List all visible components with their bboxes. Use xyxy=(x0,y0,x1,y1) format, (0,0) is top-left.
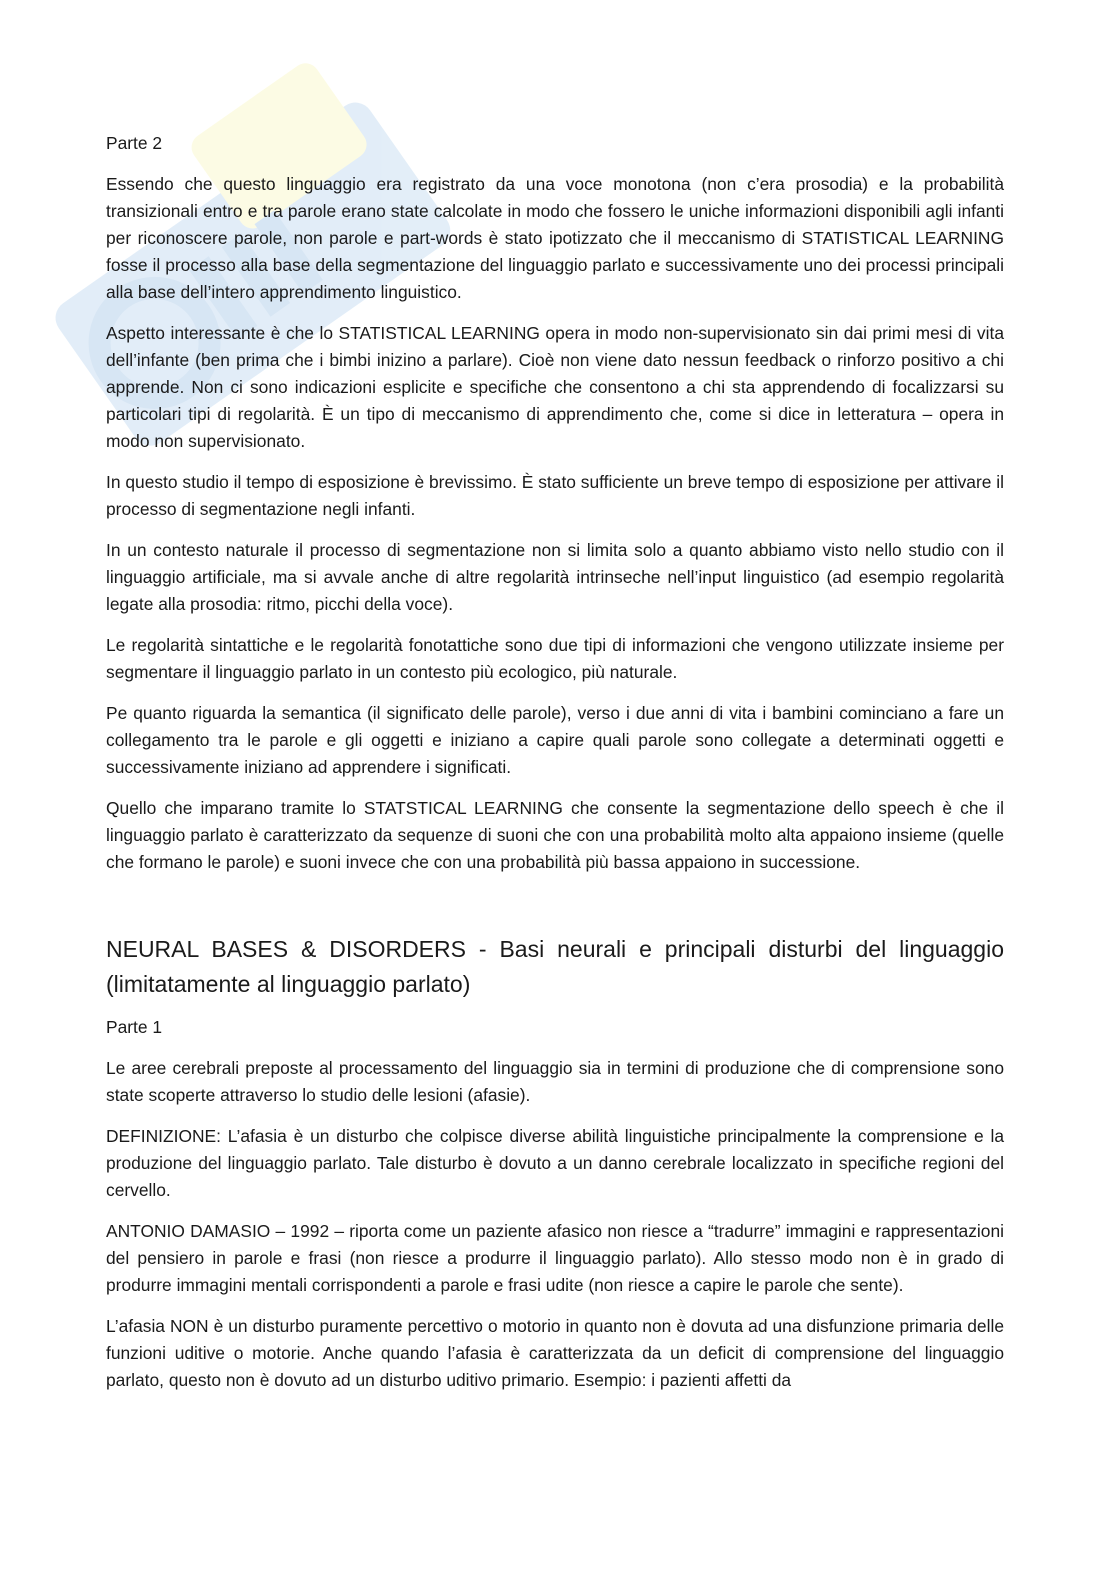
paragraph: DEFINIZIONE: L’afasia è un disturbo che colpisce diverse abilità linguistiche principalmente la comprensione e la produzione del linguaggio parlato. Tale disturbo è dovuto a un danno cerebrale localizzato in specifiche regioni del cervello. xyxy=(106,1126,1004,1200)
paragraph: Le aree cerebrali preposte al processamento del linguaggio sia in termini di produzione che di comprensione sono state scoperte attraverso lo studio delle lesioni (afasie). xyxy=(106,1058,1004,1105)
section-part-label: Parte 1 xyxy=(106,1017,163,1037)
paragraph: L’afasia NON è un disturbo puramente percettivo o motorio in quanto non è dovuta ad una disfunzione primaria delle funzioni uditive o motorie. Anche quando l’afasia è caratterizzata da un deficit di comprensione del linguaggio parlato, questo non è dovuto ad un disturbo uditivo primario. Esempio: i pazienti affetti da xyxy=(106,1316,1004,1390)
paragraph: Aspetto interessante è che lo STATISTICAL LEARNING opera in modo non-supervisionato sin dai primi mesi di vita dell’infante (ben prima che i bimbi inizino a parlare). Cioè non viene dato nessun feedback o rinforzo positivo a chi apprende. Non ci sono indicazioni esplicite e specifiche che consentono a chi sta apprendendo di focalizzarsi su particolari tipi di regolarità. È un tipo di meccanismo di apprendimento che, come si dice in letteratura – opera in modo non supervisionato. xyxy=(106,323,1004,451)
section-heading: NEURAL BASES & DISORDERS - Basi neurali e principali disturbi del linguaggio (limitatamente al linguaggio parlato) xyxy=(106,936,1004,997)
paragraph: Le regolarità sintattiche e le regolarità fonotattiche sono due tipi di informazioni che vengono utilizzate insieme per segmentare il linguaggio parlato in un contesto più ecologico, più naturale. xyxy=(106,635,1004,682)
section-part-label: Parte 2 xyxy=(106,133,163,153)
paragraph: Quello che imparano tramite lo STATSTICAL LEARNING che consente la segmentazione dello speech è che il linguaggio parlato è caratterizzato da sequenze di suoni che con una probabilità molto alta appaiono insieme (quelle che formano le parole) e suoni invece che con una probabilità più bassa appaiono in successione. xyxy=(106,798,1004,872)
paragraph: ANTONIO DAMASIO – 1992 – riporta come un paziente afasico non riesce a “tradurre” immagini e rappresentazioni del pensiero in parole e frasi (non riesce a produrre il linguaggio parlato). Allo stesso modo non è in grado di produrre immagini mentali corrispondenti a parole e frasi udite (non riesce a capire le parole che sente). xyxy=(106,1221,1004,1295)
paragraph: Pe quanto riguarda la semantica (il significato delle parole), verso i due anni di vita i bambini cominciano a fare un collegamento tra le parole e gli oggetti e iniziano a capire quali parole sono collegate a determinati oggetti e successivamente iniziano ad apprendere i significati. xyxy=(106,703,1004,777)
document-page xyxy=(106,130,1004,1408)
paragraph: In questo studio il tempo di esposizione è brevissimo. È stato sufficiente un breve tempo di esposizione per attivare il processo di segmentazione negli infanti. xyxy=(106,472,1004,519)
paragraph: In un contesto naturale il processo di segmentazione non si limita solo a quanto abbiamo visto nello studio con il linguaggio artificiale, ma si avvale anche di altre regolarità intrinseche nell’input linguistico (ad esempio regolarità legate alla prosodia: ritmo, picchi della voce). xyxy=(106,540,1004,614)
paragraph: Essendo che questo linguaggio era registrato da una voce monotona (non c’era prosodia) e la probabilità transizionali entro e tra parole erano state calcolate in modo che fossero le uniche informazioni disponibili agli infanti per riconoscere parole, non parole e part-words è stato ipotizzato che il meccanismo di STATISTICAL LEARNING fosse il processo alla base della segmentazione del linguaggio parlato e successivamente uno dei processi principali alla base dell’intero apprendimento linguistico. xyxy=(106,174,1004,302)
